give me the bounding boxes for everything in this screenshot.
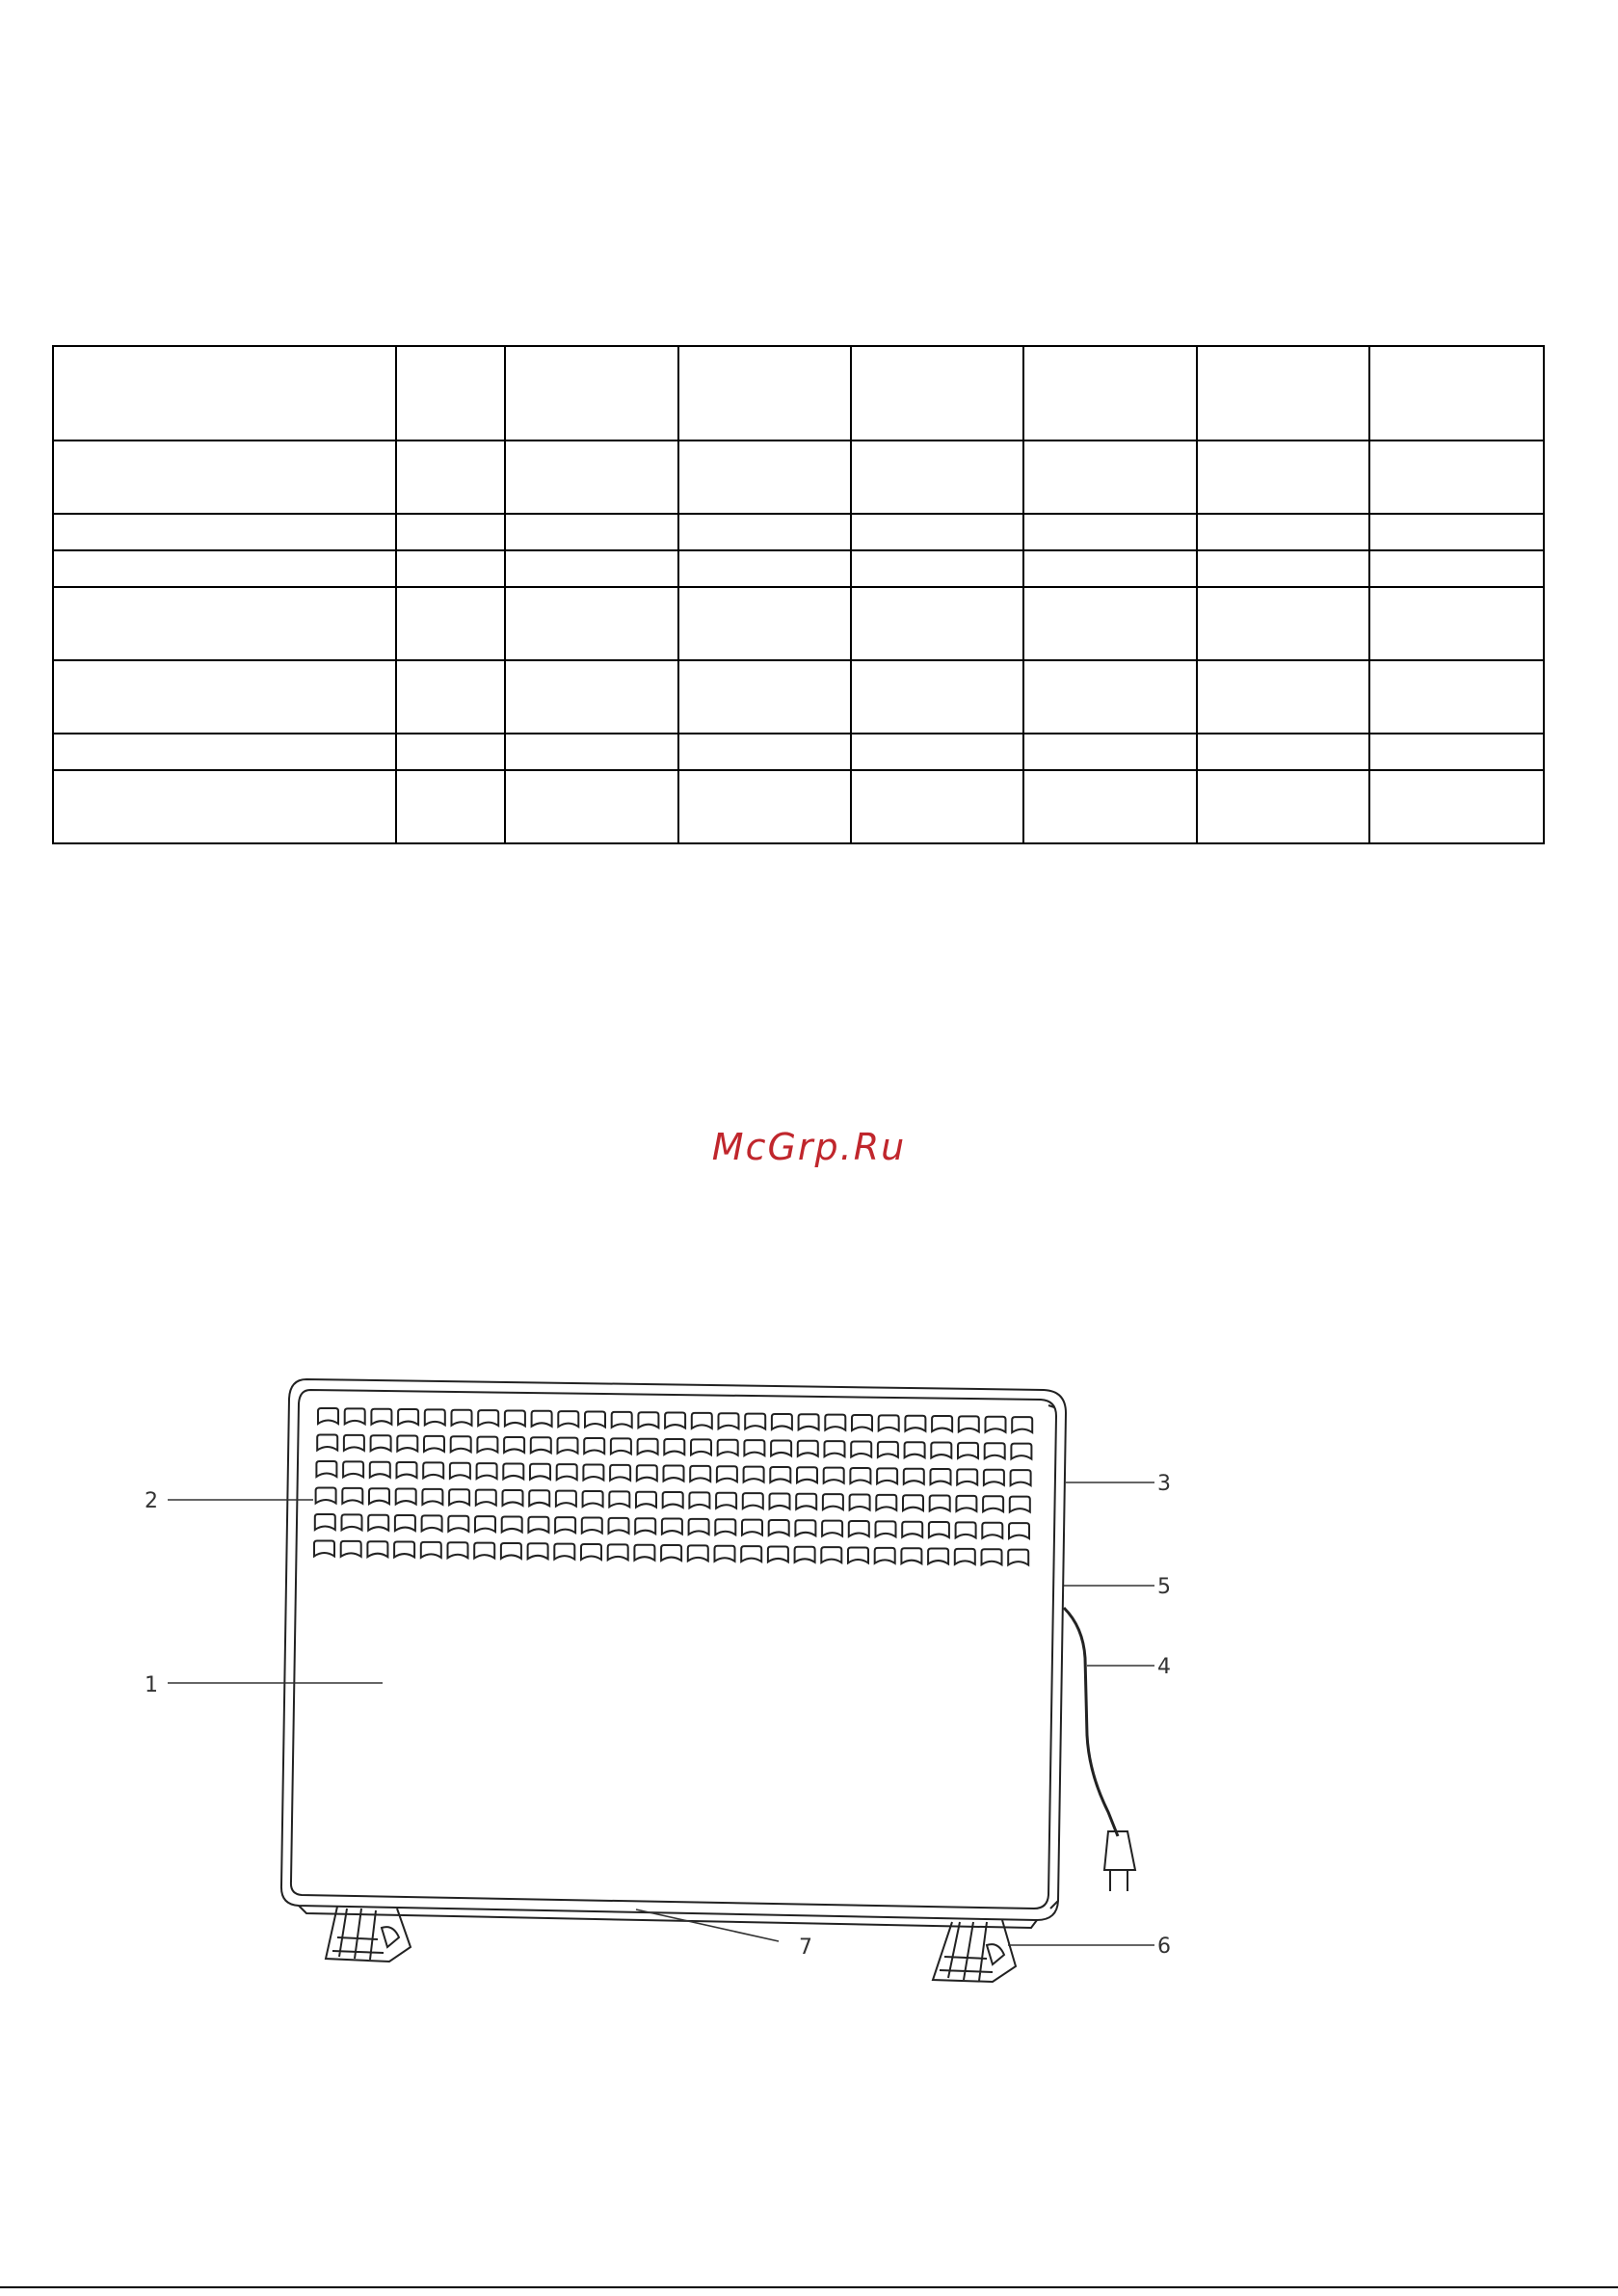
grille-slot	[798, 1441, 818, 1456]
heating-grille	[314, 1408, 1032, 1565]
grille-slot	[823, 1494, 843, 1509]
grille-slot	[904, 1469, 924, 1484]
grille-slot	[768, 1546, 788, 1562]
grille-slot	[555, 1517, 575, 1533]
grille-slot	[902, 1522, 922, 1537]
grille-slot	[744, 1440, 764, 1455]
grille-slot	[316, 1488, 336, 1504]
grille-slot	[396, 1489, 416, 1505]
grille-slot	[610, 1465, 630, 1481]
grille-slot	[316, 1461, 336, 1477]
grille-slot	[371, 1409, 391, 1425]
grille-slot	[423, 1462, 443, 1478]
grille-slot	[850, 1495, 870, 1510]
callout-3: 3	[1157, 1472, 1171, 1496]
grille-slot	[822, 1521, 842, 1536]
callout-4: 4	[1157, 1655, 1171, 1679]
callout-1: 1	[145, 1673, 158, 1697]
grille-slot	[689, 1519, 709, 1535]
grille-slot	[531, 1437, 551, 1453]
grille-slot	[636, 1492, 656, 1508]
grille-slot	[371, 1435, 391, 1451]
grille-slot	[611, 1438, 631, 1454]
grille-slot	[421, 1542, 441, 1558]
grille-slot	[876, 1521, 896, 1536]
grille-slot	[931, 1443, 951, 1458]
grille-slot	[1010, 1497, 1030, 1512]
grille-slot	[1012, 1417, 1032, 1432]
grille-slot	[824, 1468, 844, 1483]
grille-slot	[1008, 1550, 1028, 1565]
grille-slot	[718, 1440, 738, 1455]
heater-body	[281, 1379, 1066, 1920]
grille-slot	[1011, 1470, 1031, 1485]
grille-slot	[795, 1547, 815, 1562]
grille-slot	[609, 1491, 629, 1507]
grille-slot	[743, 1493, 763, 1508]
grille-slot	[664, 1439, 684, 1455]
grille-slot	[688, 1545, 708, 1561]
grille-slot	[879, 1415, 899, 1430]
grille-slot	[875, 1548, 895, 1563]
grille-slot	[477, 1437, 497, 1453]
grille-slot	[343, 1461, 363, 1477]
callout-6: 6	[1157, 1935, 1171, 1959]
grille-slot	[582, 1518, 602, 1534]
grille-slot	[478, 1410, 498, 1426]
grille-slot	[770, 1493, 790, 1508]
grille-slot	[318, 1408, 338, 1424]
grille-slot	[581, 1544, 601, 1560]
grille-slot	[584, 1438, 604, 1454]
grille-slot	[849, 1521, 869, 1536]
grille-slot	[878, 1442, 898, 1457]
grille-slot	[715, 1519, 735, 1535]
grille-slot	[314, 1541, 334, 1557]
grille-slot	[558, 1438, 578, 1454]
grille-slot	[1011, 1444, 1031, 1459]
grille-slot	[635, 1518, 655, 1534]
grille-slot	[905, 1442, 925, 1457]
grille-slot	[770, 1467, 790, 1482]
grille-slot	[638, 1412, 658, 1428]
grille-slot	[850, 1468, 870, 1483]
callout-7: 7	[799, 1936, 812, 1960]
grille-slot	[558, 1411, 578, 1427]
grille-slot	[929, 1522, 949, 1537]
grille-slot	[424, 1436, 444, 1452]
grille-slot	[796, 1494, 816, 1509]
grille-slot	[825, 1415, 845, 1430]
grille-slot	[342, 1488, 362, 1504]
grille-slot	[795, 1520, 815, 1535]
grille-slot	[663, 1492, 683, 1508]
grille-slot	[1009, 1523, 1029, 1538]
grille-slot	[797, 1467, 817, 1482]
grille-slot	[691, 1439, 711, 1455]
grille-slot	[742, 1520, 762, 1535]
grille-slot	[852, 1415, 872, 1430]
grille-slot	[638, 1439, 658, 1455]
grille-slot	[984, 1470, 1004, 1485]
grille-slot	[530, 1464, 550, 1480]
plug-icon	[1104, 1831, 1135, 1891]
grille-slot	[772, 1414, 792, 1429]
callout-5: 5	[1157, 1575, 1171, 1599]
watermark: McGrp.Ru	[711, 1126, 907, 1168]
grille-slot	[609, 1518, 629, 1534]
grille-slot	[422, 1489, 442, 1505]
grille-slot	[449, 1489, 469, 1505]
grille-slot	[315, 1514, 335, 1530]
grille-slot	[502, 1516, 522, 1532]
grille-slot	[370, 1462, 390, 1478]
grille-slot	[932, 1416, 952, 1431]
grille-slot	[931, 1469, 951, 1484]
grille-slot	[422, 1515, 442, 1531]
grille-slot	[367, 1541, 387, 1557]
grille-slot	[503, 1463, 523, 1479]
grille-slot	[505, 1410, 525, 1426]
grille-slot	[928, 1549, 948, 1564]
grille-slot	[369, 1488, 389, 1504]
grille-slot	[585, 1412, 605, 1428]
grille-slot	[664, 1466, 684, 1482]
grille-slot	[982, 1549, 1002, 1564]
grille-slot	[474, 1543, 494, 1559]
grille-slot	[956, 1496, 976, 1511]
grille-slot	[665, 1413, 685, 1428]
grille-slot	[583, 1491, 603, 1507]
grille-slot	[982, 1523, 1002, 1538]
grille-slot	[476, 1490, 496, 1506]
grille-slot	[715, 1546, 735, 1562]
grille-slot	[583, 1465, 603, 1481]
power-cord	[1064, 1608, 1118, 1836]
grille-slot	[745, 1414, 765, 1429]
grille-slot	[501, 1543, 521, 1559]
grille-slot	[741, 1546, 761, 1562]
grille-slot	[821, 1547, 841, 1562]
grille-slot	[608, 1544, 628, 1560]
callout-2: 2	[145, 1489, 158, 1513]
grille-slot	[503, 1490, 523, 1506]
grille-slot	[958, 1443, 978, 1458]
grille-slot	[930, 1496, 950, 1511]
grille-slot	[397, 1462, 417, 1478]
grille-slot	[986, 1417, 1006, 1432]
grille-slot	[769, 1520, 789, 1535]
grille-slot	[450, 1463, 470, 1479]
grille-slot	[716, 1493, 736, 1508]
grille-slot	[425, 1409, 445, 1425]
grille-slot	[901, 1548, 921, 1563]
grille-slot	[344, 1435, 364, 1451]
grille-slot	[528, 1517, 548, 1533]
grille-slot	[368, 1515, 388, 1531]
grille-slot	[744, 1467, 764, 1482]
right-foot	[933, 1920, 1016, 1982]
grille-slot	[504, 1437, 524, 1453]
grille-slot	[719, 1413, 739, 1428]
grille-slot	[634, 1545, 654, 1561]
grille-slot	[771, 1440, 791, 1455]
grille-slot	[448, 1542, 468, 1558]
grille-slot	[877, 1468, 897, 1483]
grille-slot	[451, 1436, 471, 1452]
grille-slot	[448, 1516, 468, 1532]
grille-slot	[532, 1411, 552, 1427]
grille-slot	[452, 1410, 472, 1426]
grille-slot	[825, 1441, 845, 1456]
grille-slot	[397, 1436, 417, 1452]
grille-slot	[395, 1515, 415, 1531]
grille-slot	[317, 1435, 337, 1451]
grille-slot	[956, 1522, 976, 1537]
grille-slot	[341, 1541, 361, 1557]
grille-slot	[556, 1491, 576, 1507]
grille-slot	[554, 1544, 574, 1560]
grille-slot	[689, 1492, 709, 1508]
grille-slot	[345, 1408, 365, 1424]
grille-slot	[475, 1516, 495, 1532]
grille-slot	[905, 1416, 925, 1431]
grille-slot	[529, 1490, 549, 1506]
grille-slot	[876, 1495, 896, 1510]
grille-slot	[959, 1416, 979, 1431]
grille-slot	[477, 1463, 497, 1479]
grille-slot	[398, 1409, 418, 1425]
grille-slot	[983, 1496, 1003, 1511]
grille-slot	[690, 1466, 710, 1482]
grille-slot	[557, 1464, 577, 1480]
grille-slot	[903, 1495, 923, 1510]
grille-slot	[661, 1545, 681, 1561]
grille-slot	[799, 1414, 819, 1429]
grille-slot	[394, 1542, 414, 1558]
grille-slot	[717, 1466, 737, 1482]
page-bottom-rule	[0, 2286, 1618, 2288]
grille-slot	[985, 1443, 1005, 1458]
grille-slot	[692, 1413, 712, 1428]
grille-slot	[662, 1519, 682, 1535]
grille-slot	[957, 1469, 977, 1484]
grille-slot	[528, 1543, 548, 1559]
grille-slot	[848, 1548, 868, 1563]
grille-slot	[637, 1465, 657, 1481]
grille-slot	[851, 1442, 871, 1457]
grille-slot	[955, 1549, 975, 1564]
grille-slot	[612, 1412, 632, 1428]
grille-slot	[342, 1514, 362, 1530]
